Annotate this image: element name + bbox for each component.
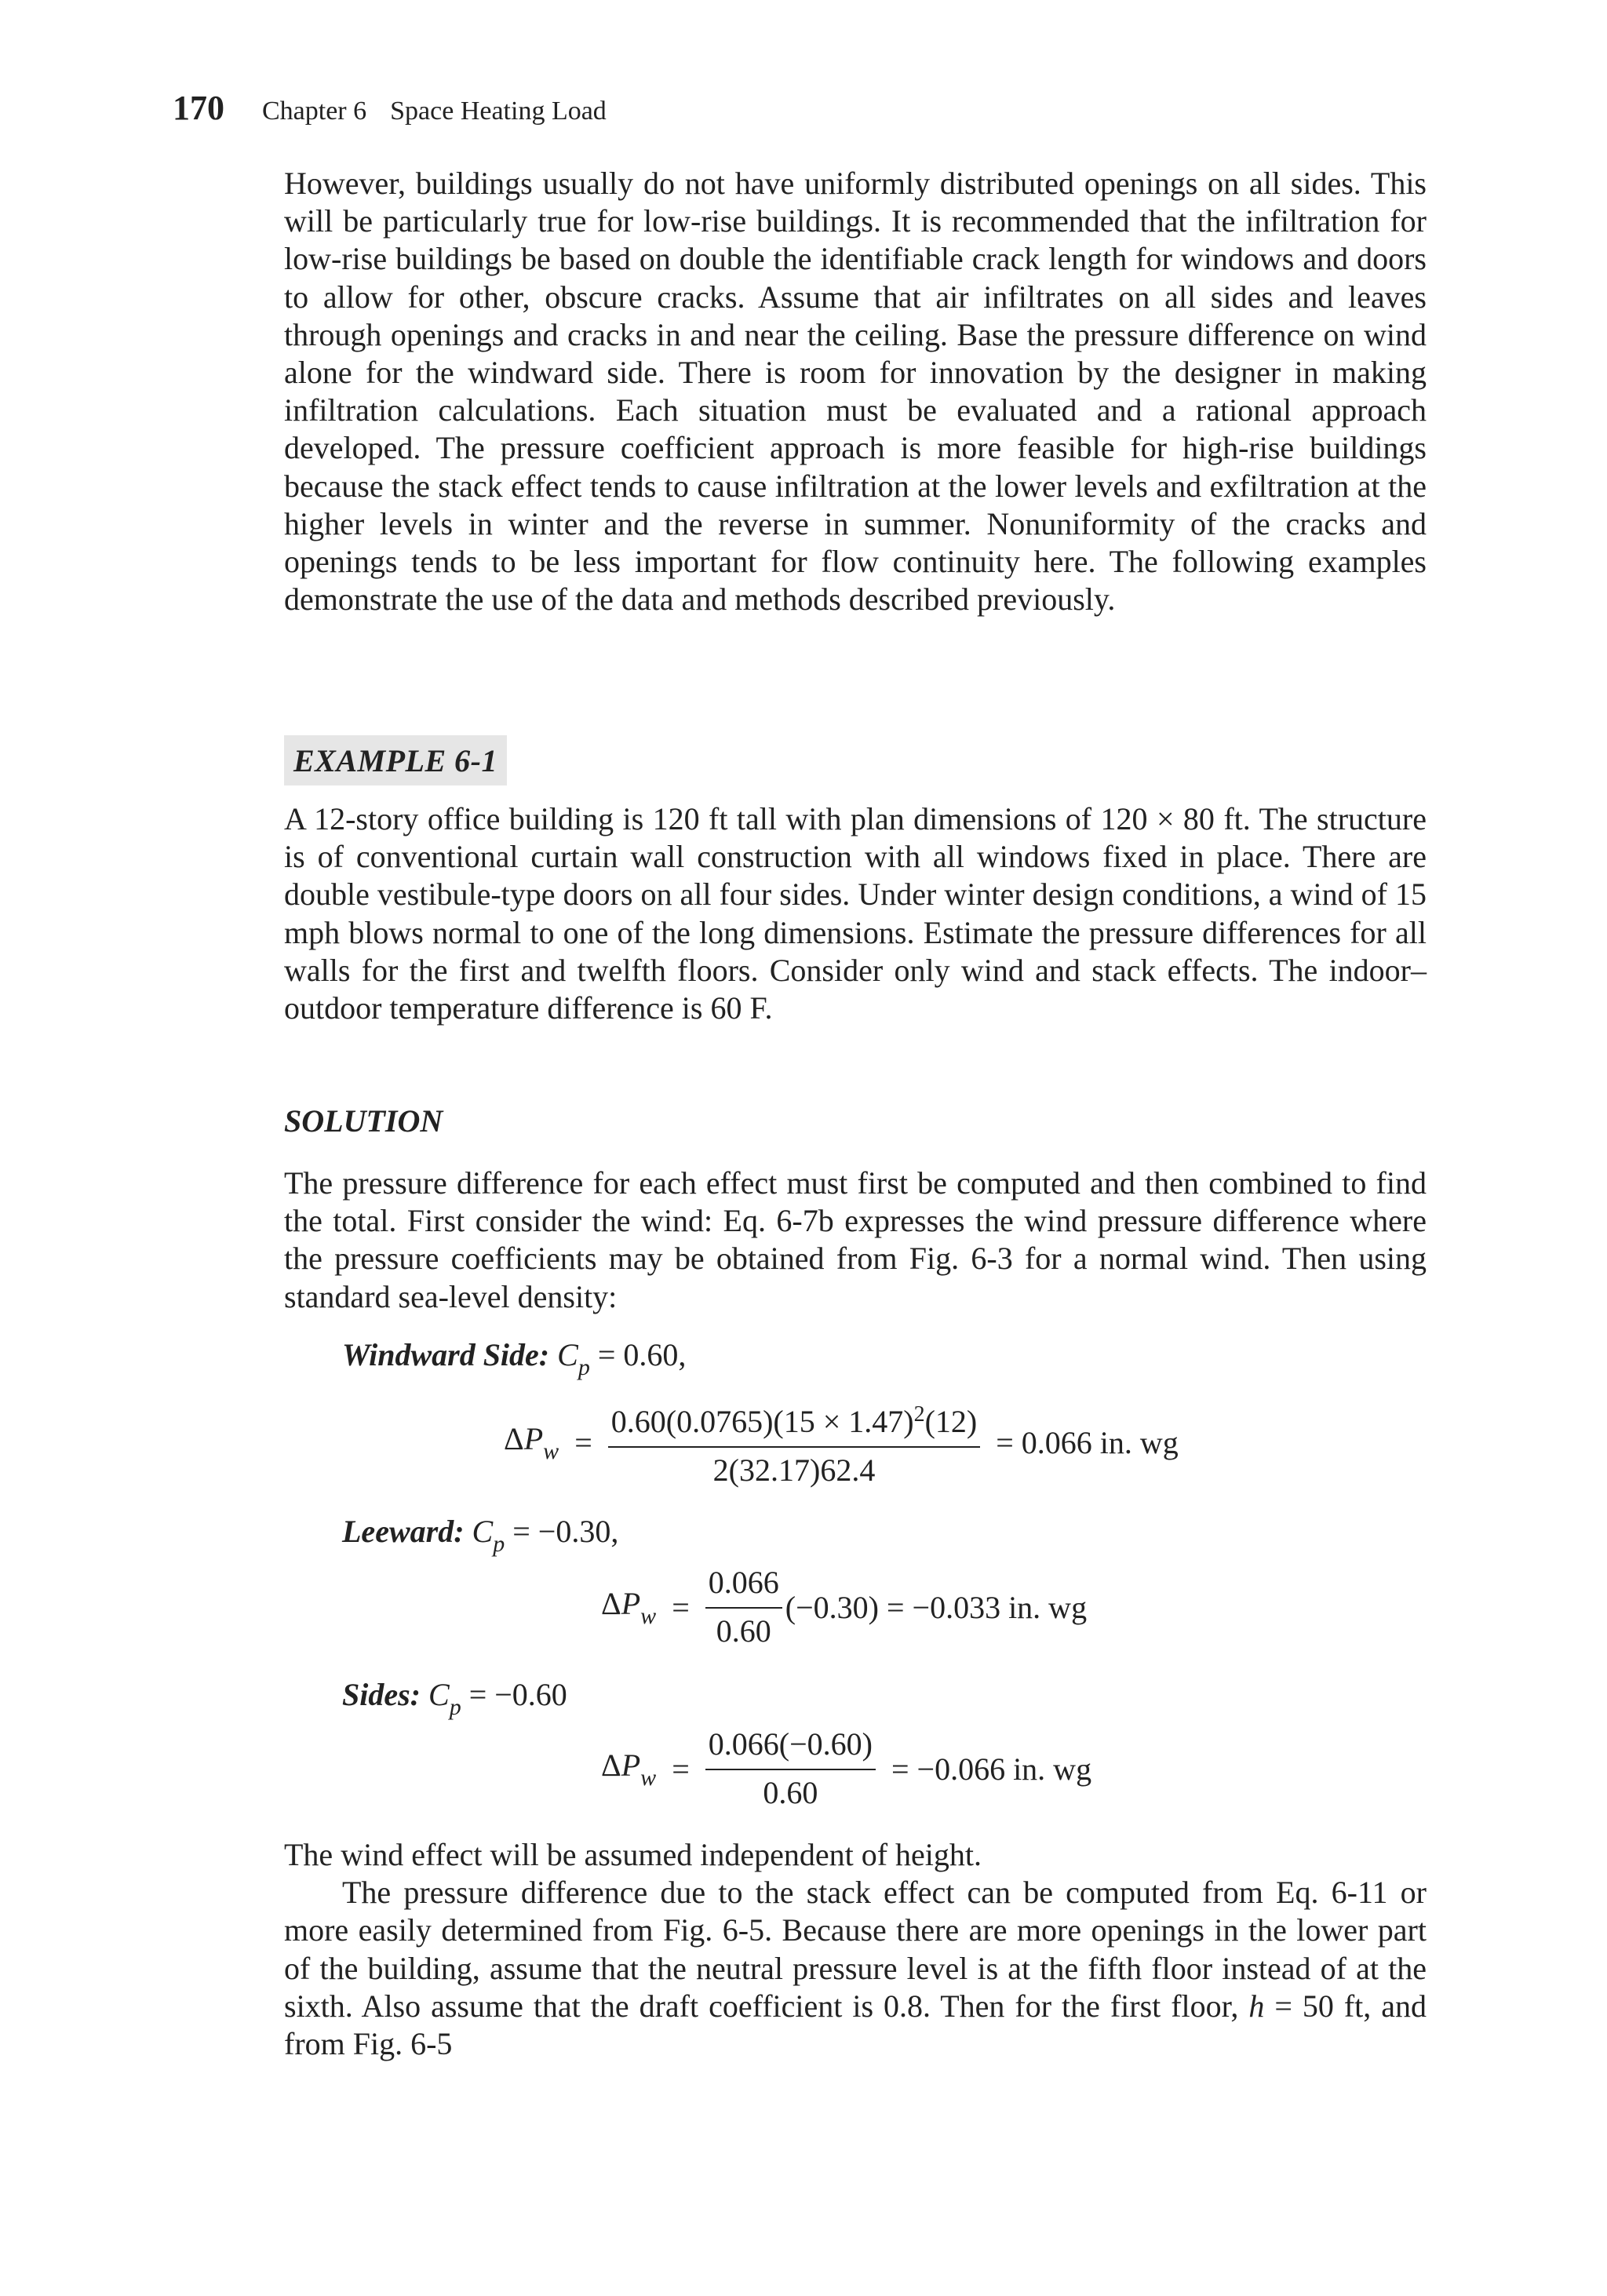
stack-effect-paragraph: [284, 1874, 1427, 2063]
equals-sign: =: [672, 1589, 690, 1625]
pressure-variable: P: [621, 1585, 641, 1621]
equation-lhs: [504, 1420, 559, 1465]
solution-intro-paragraph: The pressure difference for each effect must first be computed and then combined to find the total. First consider the wind: Eq. 6-7b expresses the wind pressure difference where the pressure coefficients may be obtained from Fig. 6-3 for a normal wind. Then using standard sea-level density:: [284, 1165, 1427, 1314]
windward-side-label: [342, 1336, 686, 1381]
equation-result: = −0.066 in. wg: [891, 1751, 1092, 1787]
equation-result: = 0.066 in. wg: [996, 1425, 1179, 1460]
pressure-subscript: w: [640, 1764, 657, 1791]
fraction-bar: [705, 1607, 782, 1609]
fraction-numerator: 0.066(−0.60): [708, 1726, 873, 1762]
fraction: [705, 1563, 782, 1651]
equals-sign: =: [574, 1425, 592, 1460]
leeward-label: [342, 1513, 618, 1558]
leeward-pressure-equation: [601, 1563, 1087, 1651]
numerator-exponent: 2: [913, 1402, 925, 1427]
pressure-coefficient-subscript: p: [493, 1531, 505, 1557]
fraction-denominator: 0.60: [716, 1613, 771, 1649]
pressure-variable: P: [621, 1747, 641, 1783]
delta-symbol: Δ: [601, 1747, 621, 1783]
intro-paragraph: However, buildings usually do not have uniformly distributed openings on all sides. This will be particularly true for low-rise buildings. It is recommended that the infiltration for low-rise buildings be based on double the identifiable crack length for windows and doors to allow for other, obscure cracks. Assume that air infiltrates on all sides and leaves through openings and cracks in and near the ceiling. Base the pressure difference on wind alone for the windward side. There is room for innovation by the designer in making infiltration calculations. Each situation must be evaluated and a rational approach developed. The pressure coefficient approach is more feasible for high-rise buildings because the stack effect tends to cause infiltration at the lower levels and exfiltration at the higher levels in winter and the reverse in summer. Nonuniformity of the cracks and openings tends to be less important for flow continuity here. The following examples demonstrate the use of the data and methods described previously.: [284, 166, 1427, 618]
equation-lhs: [601, 1585, 656, 1630]
wind-effect-note: The wind effect will be assumed independent of height.: [284, 1837, 982, 1872]
windward-pressure-equation: [504, 1395, 1194, 1490]
pressure-coefficient-subscript: p: [449, 1694, 461, 1720]
sides-label: [342, 1676, 567, 1721]
pressure-coefficient-value: = −0.60: [468, 1677, 567, 1712]
page-number: 170: [173, 89, 224, 127]
height-variable: h: [1248, 1988, 1265, 2024]
stack-effect-discussion: [284, 1836, 1427, 2063]
pressure-coefficient-symbol: C: [557, 1337, 578, 1372]
fraction-numerator: 0.066: [708, 1565, 779, 1600]
fraction-bar: [705, 1769, 876, 1770]
pressure-variable: P: [523, 1421, 544, 1456]
chapter-label: Chapter 6: [262, 97, 367, 126]
case-label-text: Sides:: [342, 1677, 421, 1712]
sides-pressure-equation: [601, 1725, 1107, 1813]
pressure-coefficient-value: = 0.60,: [597, 1337, 687, 1372]
fraction-denominator: 0.60: [763, 1775, 818, 1810]
equation-result: (−0.30) = −0.033 in. wg: [785, 1589, 1088, 1625]
pressure-subscript: w: [640, 1602, 657, 1629]
case-label-text: Windward Side:: [342, 1337, 550, 1372]
example-heading: EXAMPLE 6-1: [284, 735, 507, 785]
pressure-subscript: w: [543, 1438, 559, 1464]
fraction-numerator: [608, 1395, 980, 1441]
case-label-text: Leeward:: [342, 1514, 465, 1549]
fraction: [705, 1725, 876, 1813]
stack-paragraph-end: = 50 ft, and from Fig. 6-5: [284, 1988, 1427, 2062]
pressure-coefficient-symbol: C: [472, 1514, 494, 1549]
pressure-coefficient-subscript: p: [578, 1354, 590, 1380]
chapter-title: Space Heating Load: [390, 97, 607, 126]
example-problem-text: A 12-story office building is 120 ft tall with plan dimensions of 120 × 80 ft. The structure is of conventional curtain wall construction with all windows fixed in place. There are double vestibule-type doors on all four sides. Under winter design conditions, a wind of 15 mph blows normal to one of the long dimensions. Estimate the pressure differences for all walls for the first and twelfth floors. Consider only wind and stack effects. The indoor–outdoor temperature difference is 60 F.: [284, 801, 1427, 1026]
fraction: [608, 1395, 980, 1490]
equation-lhs: [601, 1747, 656, 1791]
delta-symbol: Δ: [601, 1585, 621, 1621]
numerator-part: 0.60(0.0765)(15 × 1.47): [610, 1404, 914, 1439]
pressure-coefficient-value: = −0.30,: [512, 1514, 619, 1549]
fraction-denominator: 2(32.17)62.4: [712, 1452, 876, 1488]
fraction-bar: [608, 1446, 980, 1448]
numerator-part: (12): [924, 1404, 978, 1439]
equals-sign: =: [672, 1751, 690, 1787]
running-header: [173, 88, 607, 135]
pressure-coefficient-symbol: C: [428, 1677, 450, 1712]
stack-paragraph-start: The pressure difference due to the stack effect can be computed from Eq. 6-11 or more easily determined from Fig. 6-5. Because there are more openings in the lower part of the building, assume that the neutral pressure level is at the fifth floor instead of at the sixth. Also assume that the draft coefficient is 0.8. Then for the first floor,: [284, 1875, 1427, 2024]
delta-symbol: Δ: [504, 1421, 524, 1456]
solution-heading: SOLUTION: [284, 1103, 443, 1139]
